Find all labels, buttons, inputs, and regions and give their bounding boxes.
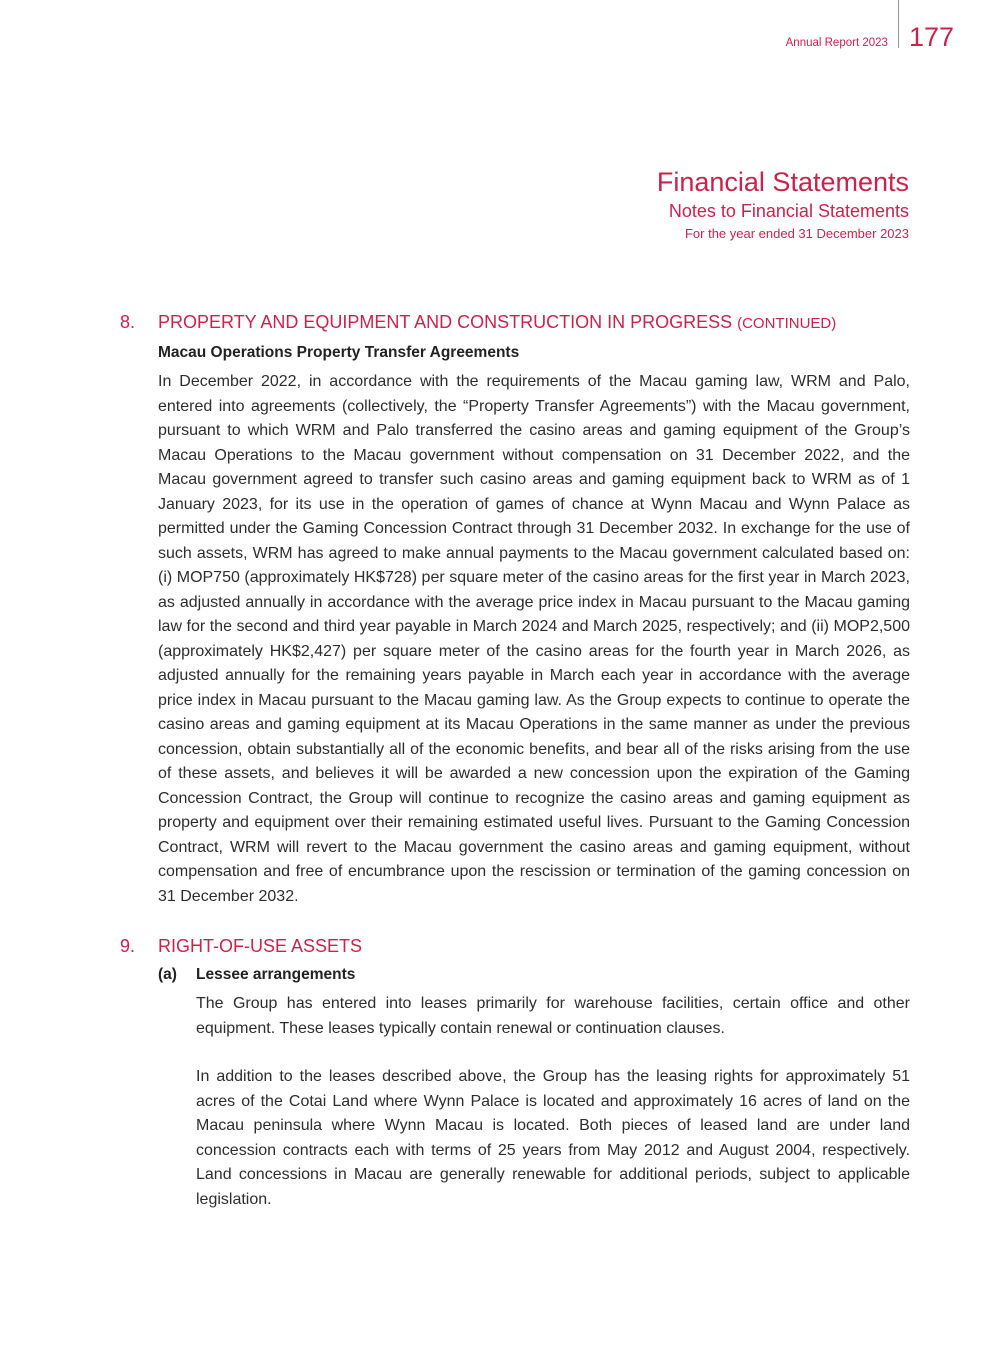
- section-8: [120, 310, 910, 909]
- page-title: Financial Statements: [656, 167, 909, 197]
- section-8-title: PROPERTY AND EQUIPMENT AND CONSTRUCTION IN PROGRESS: [158, 312, 733, 332]
- subsection-a-paragraph-1: The Group has entered into leases primarily for warehouse facilities, certain office and other equipment. These leases typically contain renewal or continuation clauses.: [196, 995, 910, 1037]
- subsection-a-tag: (a): [158, 966, 177, 983]
- title-block: [657, 166, 909, 244]
- section-9: [120, 934, 910, 1212]
- header-divider: [898, 0, 899, 48]
- section-9-title: RIGHT-OF-USE ASSETS: [158, 936, 363, 956]
- page-number: 177: [908, 22, 954, 52]
- section-8-heading: [120, 310, 910, 336]
- subsection-a: [158, 963, 910, 1212]
- section-8-paragraph: In December 2022, in accordance with the requirements of the Macau gaming law, WRM and Palo, entered into agreements (collectively, the “Property Transfer Agreements”) with the Macau government, pursuant to which WRM and Palo transferred the casino areas and gaming equipment of the Group’s Macau Operations to the Macau government without compensation on 31 December 2022, and the Macau government agreed to transfer such casino areas and gaming equipment back to WRM as of 1 January 2023, for its use in the operation of games of chance at Wynn Macau and Wynn Palace as permitted under the Gaming Concession Contract through 31 December 2032. In exchange for the use of such assets, WRM has agreed to make annual payments to the Macau government calculated based on: (i) MOP750 (approximately HK$728) per square meter of the casino areas for the first year in March 2023, as adjusted annually in accordance with the average price index in Macau pursuant to the Macau gaming law for the second and third year payable in March 2024 and March 2025, respectively; and (ii) MOP2,500 (approximately HK$2,427) per square meter of the casino areas for the fourth year in March 2026, as adjusted annually for the remaining years payable in March each year in accordance with the average price index in Macau pursuant to the Macau gaming law. As the Group expects to continue to operate the casino areas and gaming equipment at its Macau Operations in the same manner as under the previous concession, obtain substantially all of the economic benefits, and bear all of the risks arising from the use of these assets, and believes it will be awarded a new concession upon the expiration of the Gaming Concession Contract, the Group will continue to recognize the casino areas and gaming equipment as property and equipment over their remaining estimated useful lives. Pursuant to the Gaming Concession Contract, WRM will revert to the Macau government the casino areas and gaming equipment, without compensation and free of encumbrance upon the rescission or termination of the gaming concession on 31 December 2032.: [158, 373, 910, 905]
- section-9-number: 9.: [120, 936, 136, 956]
- section-8-number: 8.: [120, 312, 136, 332]
- page-subtitle: Notes to Financial Statements: [668, 201, 909, 221]
- main-content: [120, 310, 910, 1212]
- running-header: [786, 0, 954, 52]
- subsection-a-heading: [158, 963, 910, 987]
- continued-label: (CONTINUED): [737, 315, 837, 332]
- period-label: For the year ended 31 December 2023: [684, 226, 909, 241]
- report-label: Annual Report 2023: [785, 37, 888, 49]
- section-9-heading: [120, 934, 910, 958]
- subsection-a-title: Lessee arrangements: [196, 966, 356, 983]
- subsection-a-paragraph-2: In addition to the leases described above, the Group has the leasing rights for approximately 51 acres of the Cotai Land where Wynn Palace is located and approximately 16 acres of land on the Macau peninsula where Wynn Macau is located. Both pieces of leased land are under land concession contracts each with terms of 25 years from May 2012 and August 2004, respectively. Land concessions in Macau are generally renewable for additional periods, subject to applicable legislation.: [196, 1068, 910, 1208]
- section-8-subheading: Macau Operations Property Transfer Agreements: [158, 344, 520, 361]
